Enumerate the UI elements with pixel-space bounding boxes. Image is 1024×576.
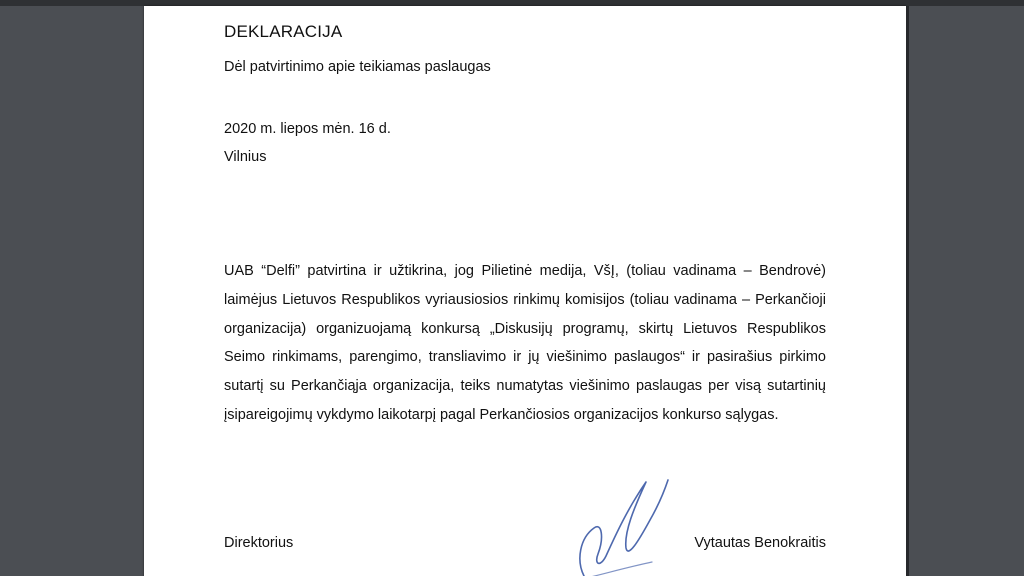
document-subtitle: Dėl patvirtinimo apie teikiamas paslaugas [224, 59, 491, 75]
page-edge-shadow [906, 6, 909, 576]
document-city: Vilnius [224, 149, 267, 165]
declaration-body: UAB “Delfi” patvirtina ir užtikrina, jog Pilietinė medija, VšĮ, (toliau vadinama – Bendrovė) laimėjus Lietuvos Respublikos vyriausiosios rinkimų komisijos (toliau vadinama – Perkančioji organizacija) organizuojamą konkursą „Diskusijų programų, skirtų Lietuvos Respublikos Seimo rinkimams, parengimo, transliavimo ir jų viešinimo paslaugos“ ir pasirašius pirkimo sutartį su Perkančiąja organizacija, teiks numatytas viešinimo paslaugas per visą sutartinių įsipareigojimų vykdymo laikotarpį pagal Perkančiosios organizacijos konkurso sąlygas. [224, 263, 826, 423]
document-page[interactable] [144, 6, 906, 576]
signatory-role: Direktorius [224, 535, 294, 551]
document-title: DEKLARACIJA [224, 22, 343, 41]
handwritten-signature [554, 468, 694, 576]
signature-stroke [580, 480, 668, 576]
document-date: 2020 m. liepos mėn. 16 d. [224, 121, 391, 137]
signature-underline [578, 562, 652, 576]
signatory-name: Vytautas Benokraitis [694, 535, 826, 551]
